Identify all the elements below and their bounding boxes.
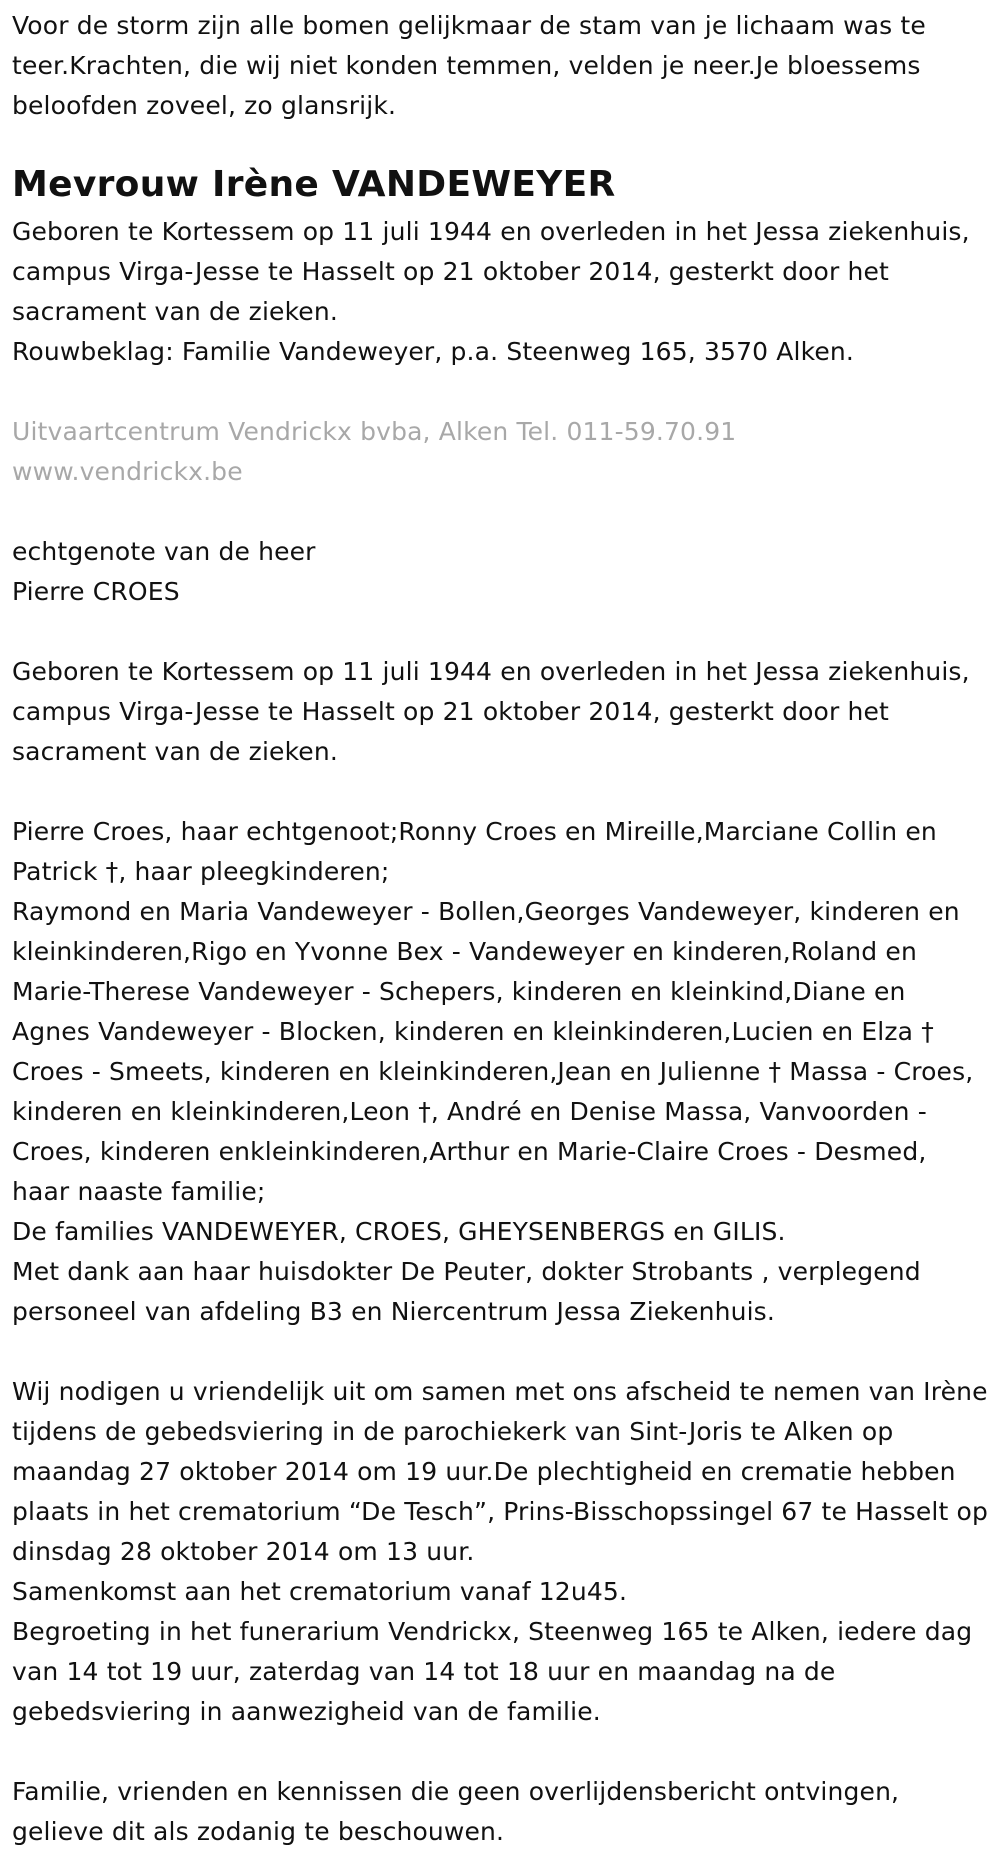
spouse-name: Pierre CROES xyxy=(12,577,180,606)
funeral-home-line: Uitvaartcentrum Vendrickx bvba, Alken Tel. 011-59.70.91 xyxy=(12,417,737,446)
relatives-list xyxy=(12,812,988,1332)
ceremony-gathering: Samenkomst aan het crematorium vanaf 12u45. xyxy=(12,1577,628,1606)
birth-death-statement-2: Geboren te Kortessem op 11 juli 1944 en overleden in het Jessa ziekenhuis, campus Virga-Jesse te Hasselt op 21 oktober 2014, gesterkt door het sacrament van de zieken. xyxy=(12,657,970,766)
birth-death-statement: Geboren te Kortessem op 11 juli 1944 en overleden in het Jessa ziekenhuis, campus Virga-Jesse te Hasselt op 21 oktober 2014, gesterkt door het sacrament van de zieken. xyxy=(12,217,970,326)
spouse-info xyxy=(12,532,988,612)
ceremony-info xyxy=(12,1372,988,1732)
ceremony-invitation: Wij nodigen u vriendelijk uit om samen met ons afscheid te nemen van Irène tijdens de gebedsviering in de parochiekerk van Sint-Joris te Alken op maandag 27 oktober 2014 om 19 uur.De plechtigheid en crematie hebben plaats in het crematorium “De Tesch”, Prins-Bisschopssingel 67 te Hasselt op dinsdag 28 oktober 2014 om 13 uur. xyxy=(12,1377,988,1566)
deceased-name: Mevrouw Irène VANDEWEYER xyxy=(12,164,616,205)
relatives-paragraph: Pierre Croes, haar echtgenoot;Ronny Croes en Mireille,Marciane Collin en Patrick †, haar pleegkinderen; xyxy=(12,817,937,886)
thanks-paragraph: Met dank aan haar huisdokter De Peuter, dokter Strobants , verplegend personeel van afdeling B3 en Niercentrum Jessa Ziekenhuis. xyxy=(12,1257,921,1326)
closing-note: Familie, vrienden en kennissen die geen overlijdensbericht ontvingen, gelieve dit als zodanig te beschouwen. xyxy=(12,1777,900,1846)
ceremony-visitation: Begroeting in het funerarium Vendrickx, Steenweg 165 te Alken, iedere dag van 14 tot 19 uur, zaterdag van 14 tot 18 uur en maandag na de gebedsviering in aanwezigheid van de familie. xyxy=(12,1617,973,1726)
spouse-label: echtgenote van de heer xyxy=(12,537,316,566)
obituary-page xyxy=(0,6,1000,1876)
funeral-home-website: www.vendrickx.be xyxy=(12,457,243,486)
families-line: De families VANDEWEYER, CROES, GHEYSENBERGS en GILIS. xyxy=(12,1217,786,1246)
intro-poem: Voor de storm zijn alle bomen gelijkmaar de stam van je lichaam was te teer.Krachten, die wij niet konden temmen, velden je neer.Je bloessems beloofden zoveel, zo glansrijk. xyxy=(12,11,926,120)
funeral-home-info xyxy=(12,412,988,492)
condolence-address: Rouwbeklag: Familie Vandeweyer, p.a. Steenweg 165, 3570 Alken. xyxy=(12,337,854,366)
relatives-paragraph: Raymond en Maria Vandeweyer - Bollen,Georges Vandeweyer, kinderen en kleinkinderen,Rigo en Yvonne Bex - Vandeweyer en kinderen,Roland en Marie-Therese Vandeweyer - Schepers, kinderen en kleinkind,Diane en Agnes Vandeweyer - Blocken, kinderen en kleinkinderen,Lucien en Elza † Croes - Smeets, kinderen en kleinkinderen,Jean en Julienne † Massa - Croes, kinderen en kleinkinderen,Leon †, André en Denise Massa, Vanvoorden - Croes, kinderen enkleinkinderen,Arthur en Marie-Claire Croes - Desmed, haar naaste familie; xyxy=(12,897,974,1206)
